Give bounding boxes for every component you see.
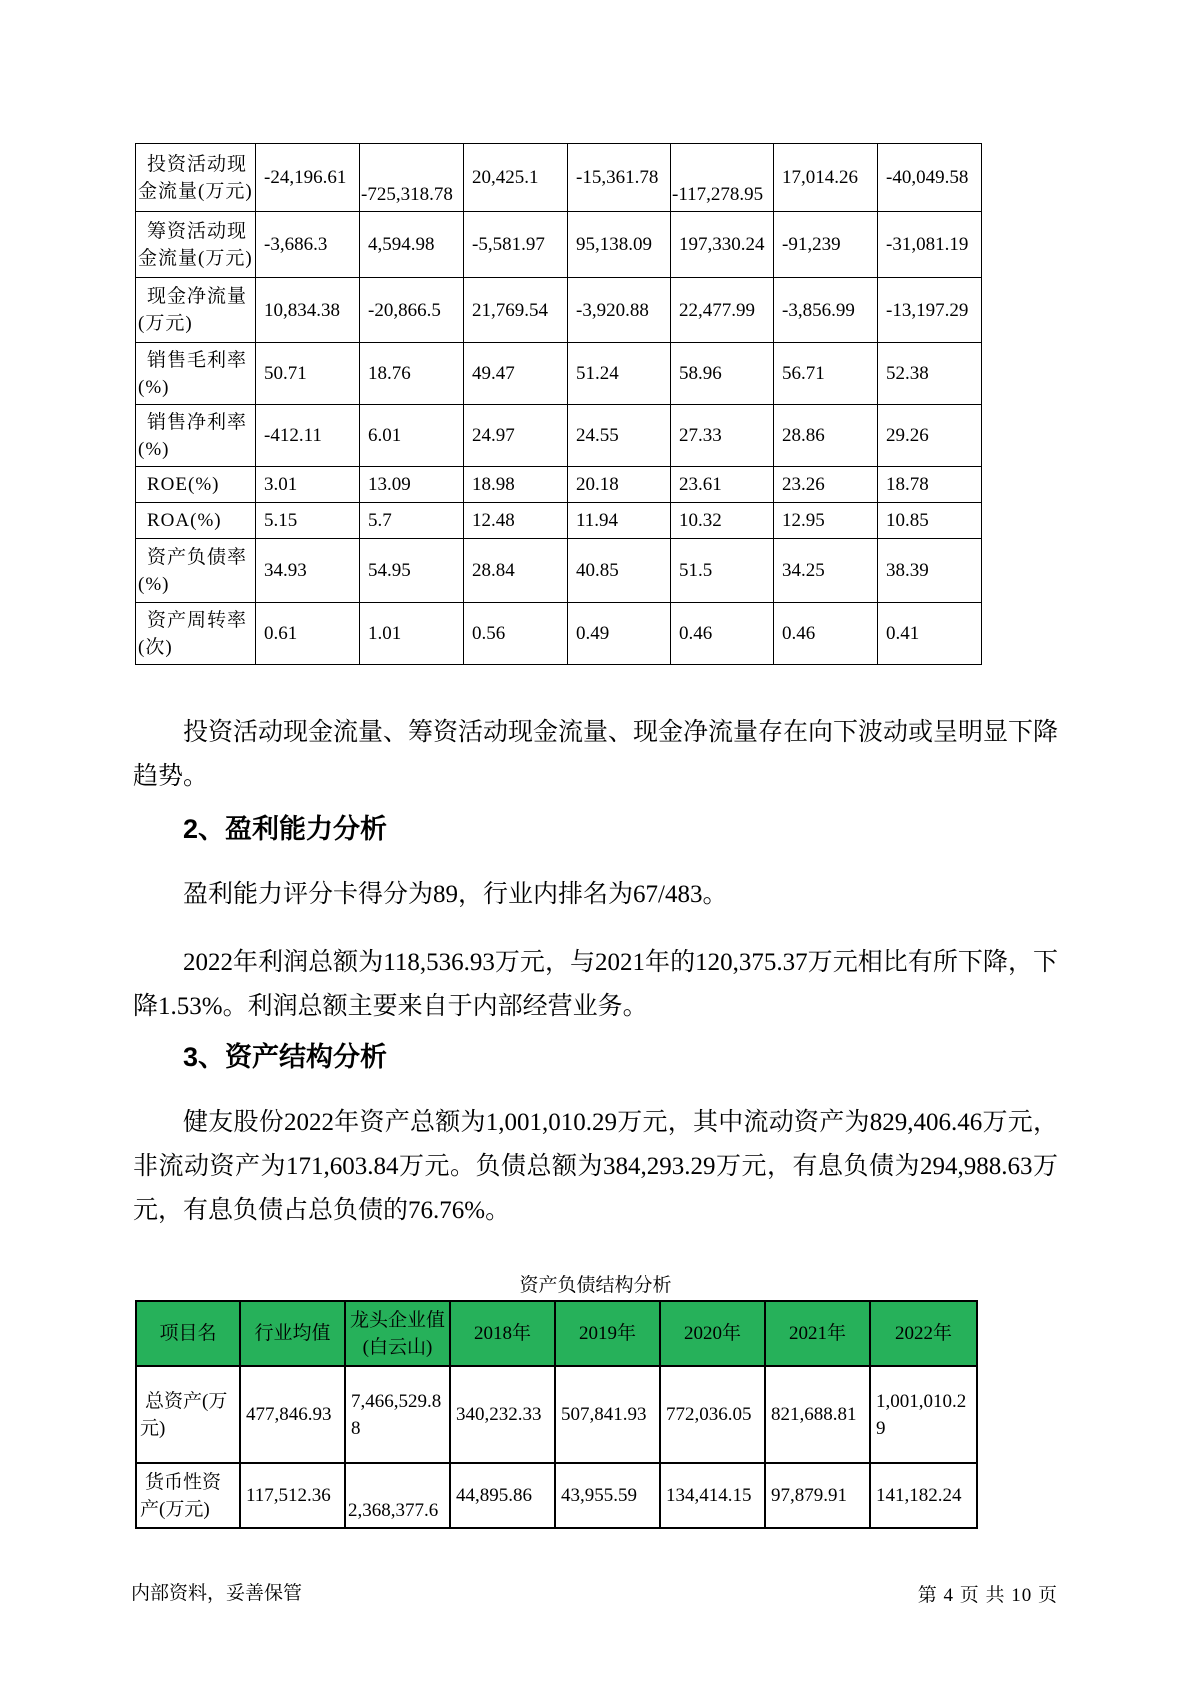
table-row — [136, 503, 982, 539]
metric-value-cell: 23.26 — [774, 467, 878, 503]
metric-value-cell: 49.47 — [464, 343, 568, 405]
profit-score-paragraph: 盈利能力评分卡得分为89，行业内排名为67/483。 — [183, 881, 728, 908]
metric-value-cell: 29.26 — [878, 405, 982, 467]
metric-label: 投资活动现金流量(万元) — [136, 144, 256, 212]
balance-value-cell: 7,466,529.88 — [345, 1366, 450, 1463]
metric-value-cell: 51.5 — [671, 539, 774, 603]
metric-value-cell: 1.01 — [360, 603, 464, 665]
balance-item-label: 货币性资产(万元) — [136, 1463, 240, 1528]
metric-value-cell: -91,239 — [774, 212, 878, 278]
balance-structure-table — [135, 1300, 978, 1529]
metric-value-cell: 0.41 — [878, 603, 982, 665]
balance-table-caption: 资产负债结构分析 — [519, 1275, 672, 1296]
metric-label: ROE(%) — [136, 467, 256, 503]
metric-value-cell: -15,361.78 — [568, 144, 671, 212]
balance-value-cell: 2,368,377.6 — [345, 1463, 450, 1528]
balance-value-cell: 134,414.15 — [660, 1463, 765, 1528]
metric-value-cell: 12.48 — [464, 503, 568, 539]
metric-value-cell: -412.11 — [256, 405, 360, 467]
metric-value-cell: 18.76 — [360, 343, 464, 405]
asset-detail-paragraph: 健友股份2022年资产总额为1,001,010.29万元，其中流动资产为829,406.46万元，非流动资产为171,603.84万元。负债总额为384,293.29万元，有息负债为294,988.63万元，有息负债占总负债的76.76%。 — [133, 1109, 1058, 1224]
profitability-heading: 2、盈利能力分析 — [183, 814, 388, 844]
metric-value-cell: 10,834.38 — [256, 278, 360, 343]
metric-value-cell: -3,856.99 — [774, 278, 878, 343]
table-row — [136, 1366, 977, 1463]
balance-table-column-header: 行业均值 — [240, 1301, 345, 1366]
balance-table-column-header: 2022年 — [870, 1301, 977, 1366]
metric-value-cell: 28.86 — [774, 405, 878, 467]
metric-value-cell: 18.78 — [878, 467, 982, 503]
metric-value-cell: 6.01 — [360, 405, 464, 467]
metric-value-cell: 50.71 — [256, 343, 360, 405]
metric-value-cell: 11.94 — [568, 503, 671, 539]
table-row — [136, 539, 982, 603]
metric-value-cell: -40,049.58 — [878, 144, 982, 212]
metric-value-cell: 54.95 — [360, 539, 464, 603]
metric-label: 销售净利率(%) — [136, 405, 256, 467]
balance-table-column-header: 项目名 — [136, 1301, 240, 1366]
balance-table-column-header: 2021年 — [765, 1301, 870, 1366]
metric-value-cell: -31,081.19 — [878, 212, 982, 278]
balance-table-column-header: 龙头企业值(白云山) — [345, 1301, 450, 1366]
metric-value-cell: 34.25 — [774, 539, 878, 603]
metric-value-cell: -24,196.61 — [256, 144, 360, 212]
table-row — [136, 1463, 977, 1528]
metric-value-cell: 22,477.99 — [671, 278, 774, 343]
metric-value-cell: 0.61 — [256, 603, 360, 665]
balance-value-cell: 97,879.91 — [765, 1463, 870, 1528]
metric-value-cell: 0.46 — [671, 603, 774, 665]
balance-table-column-header: 2020年 — [660, 1301, 765, 1366]
metric-value-cell: 21,769.54 — [464, 278, 568, 343]
metric-label: 筹资活动现金流量(万元) — [136, 212, 256, 278]
metric-value-cell: 10.32 — [671, 503, 774, 539]
metric-value-cell: 20.18 — [568, 467, 671, 503]
balance-table-column-header: 2019年 — [555, 1301, 660, 1366]
table-row — [136, 603, 982, 665]
metric-label: 资产负债率(%) — [136, 539, 256, 603]
metric-value-cell: -725,318.78 — [360, 144, 464, 212]
metric-value-cell: -3,920.88 — [568, 278, 671, 343]
balance-value-cell: 340,232.33 — [450, 1366, 555, 1463]
table-row — [136, 144, 982, 212]
cashflow-trend-paragraph: 投资活动现金流量、筹资活动现金流量、现金净流量存在向下波动或呈明显下降趋势。 — [133, 719, 1059, 790]
balance-table-column-header: 2018年 — [450, 1301, 555, 1366]
metric-value-cell: 5.15 — [256, 503, 360, 539]
metric-value-cell: 56.71 — [774, 343, 878, 405]
balance-value-cell: 477,846.93 — [240, 1366, 345, 1463]
metric-value-cell: 4,594.98 — [360, 212, 464, 278]
metric-value-cell: -3,686.3 — [256, 212, 360, 278]
metric-value-cell: -117,278.95 — [671, 144, 774, 212]
balance-value-cell: 772,036.05 — [660, 1366, 765, 1463]
metric-value-cell: -20,866.5 — [360, 278, 464, 343]
metric-value-cell: 28.84 — [464, 539, 568, 603]
metric-value-cell: 0.46 — [774, 603, 878, 665]
metric-value-cell: 10.85 — [878, 503, 982, 539]
balance-value-cell: 821,688.81 — [765, 1366, 870, 1463]
metric-value-cell: 3.01 — [256, 467, 360, 503]
metric-value-cell: -13,197.29 — [878, 278, 982, 343]
metric-label: 销售毛利率(%) — [136, 343, 256, 405]
metric-value-cell: 23.61 — [671, 467, 774, 503]
metric-value-cell: 18.98 — [464, 467, 568, 503]
metric-value-cell: 27.33 — [671, 405, 774, 467]
metric-value-cell: 17,014.26 — [774, 144, 878, 212]
table-row — [136, 343, 982, 405]
metric-value-cell: 0.49 — [568, 603, 671, 665]
table-row — [136, 212, 982, 278]
table-row — [136, 278, 982, 343]
metric-label: ROA(%) — [136, 503, 256, 539]
table-row — [136, 405, 982, 467]
metric-value-cell: 12.95 — [774, 503, 878, 539]
metric-value-cell: 197,330.24 — [671, 212, 774, 278]
asset-structure-heading: 3、资产结构分析 — [183, 1042, 388, 1072]
metric-value-cell: -5,581.97 — [464, 212, 568, 278]
metric-value-cell: 34.93 — [256, 539, 360, 603]
financial-metrics-table — [135, 143, 982, 665]
metric-label: 现金净流量(万元) — [136, 278, 256, 343]
metric-value-cell: 52.38 — [878, 343, 982, 405]
balance-value-cell: 1,001,010.29 — [870, 1366, 977, 1463]
metric-value-cell: 13.09 — [360, 467, 464, 503]
metric-value-cell: 58.96 — [671, 343, 774, 405]
footer-page-number: 第 4 页 共 10 页 — [917, 1585, 1058, 1606]
metric-value-cell: 40.85 — [568, 539, 671, 603]
metric-value-cell: 0.56 — [464, 603, 568, 665]
metric-value-cell: 95,138.09 — [568, 212, 671, 278]
metric-value-cell: 24.55 — [568, 405, 671, 467]
metric-value-cell: 5.7 — [360, 503, 464, 539]
profit-detail-paragraph: 2022年利润总额为118,536.93万元，与2021年的120,375.37万元相比有所下降，下降1.53%。利润总额主要来自于内部经营业务。 — [133, 949, 1058, 1020]
balance-value-cell: 43,955.59 — [555, 1463, 660, 1528]
balance-value-cell: 44,895.86 — [450, 1463, 555, 1528]
balance-value-cell: 141,182.24 — [870, 1463, 977, 1528]
metric-value-cell: 51.24 — [568, 343, 671, 405]
table-row — [136, 467, 982, 503]
balance-value-cell: 117,512.36 — [240, 1463, 345, 1528]
balance-value-cell: 507,841.93 — [555, 1366, 660, 1463]
metric-value-cell: 38.39 — [878, 539, 982, 603]
balance-table-header-row — [136, 1301, 977, 1366]
footer-confidential-note: 内部资料，妥善保管 — [131, 1583, 303, 1604]
metric-value-cell: 24.97 — [464, 405, 568, 467]
metric-label: 资产周转率(次) — [136, 603, 256, 665]
balance-item-label: 总资产(万元) — [136, 1366, 240, 1463]
metric-value-cell: 20,425.1 — [464, 144, 568, 212]
